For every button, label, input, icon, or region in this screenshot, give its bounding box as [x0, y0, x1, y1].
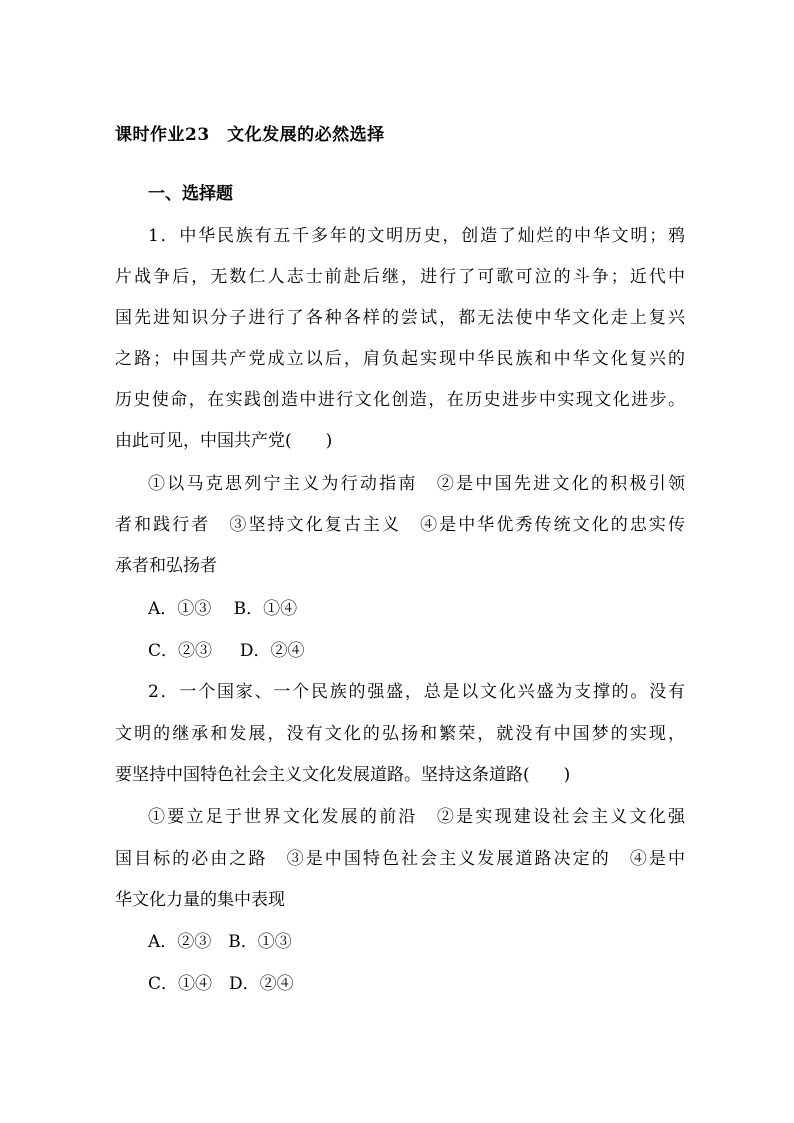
q1-stem-line: 由此可见，中国共产党( ) [115, 431, 333, 451]
q2-options-ab: A．②③ B．①③ [148, 932, 292, 952]
q1-stem-line: 之路；中国共产党成立以后，肩负起实现中华民族和中华文化复兴的 [115, 349, 685, 369]
q1-statement-line: 承者和弘扬者 [115, 556, 217, 576]
q1-statement-line: ①以马克思列宁主义为行动指南 ②是中国先进文化的积极引领 [148, 474, 685, 494]
q2-stem-line: 2．一个国家、一个民族的强盛，总是以文化兴盛为支撑的。没有 [148, 682, 685, 702]
q1-options-ab: A．①③ B．①④ [148, 599, 298, 619]
q1-stem-line: 国先进知识分子进行了各种各样的尝试，都无法使中华文化走上复兴 [115, 308, 685, 328]
section-heading: 一、选择题 [148, 184, 233, 204]
q1-stem-line: 1．中华民族有五千多年的文明历史，创造了灿烂的中华文明；鸦 [148, 226, 685, 246]
q2-stem-line: 文明的继承和发展，没有文化的弘扬和繁荣，就没有中国梦的实现， [115, 724, 685, 744]
q2-options-cd: C．①④ D．②④ [148, 974, 294, 994]
q2-statement-line: 华文化力量的集中表现 [115, 890, 285, 910]
q2-stem-line: 要坚持中国特色社会主义文化发展道路。坚持这条道路( ) [115, 765, 571, 785]
q1-statement-line: 者和践行者 ③坚持文化复古主义 ④是中华优秀传统文化的忠实传 [115, 515, 685, 535]
q1-options-cd: C．②③ D．②④ [148, 641, 305, 661]
q2-statement-line: 国目标的必由之路 ③是中国特色社会主义发展道路决定的 ④是中 [115, 849, 685, 869]
q1-stem-line: 片战争后，无数仁人志士前赴后继，进行了可歌可泣的斗争；近代中 [115, 267, 685, 287]
page-title: 课时作业23 文化发展的必然选择 [115, 125, 385, 145]
q1-stem-line: 历史使命，在实践创造中进行文化创造，在历史进步中实现文化进步。 [115, 390, 685, 410]
q2-statement-line: ①要立足于世界文化发展的前沿 ②是实现建设社会主义文化强 [148, 807, 685, 827]
